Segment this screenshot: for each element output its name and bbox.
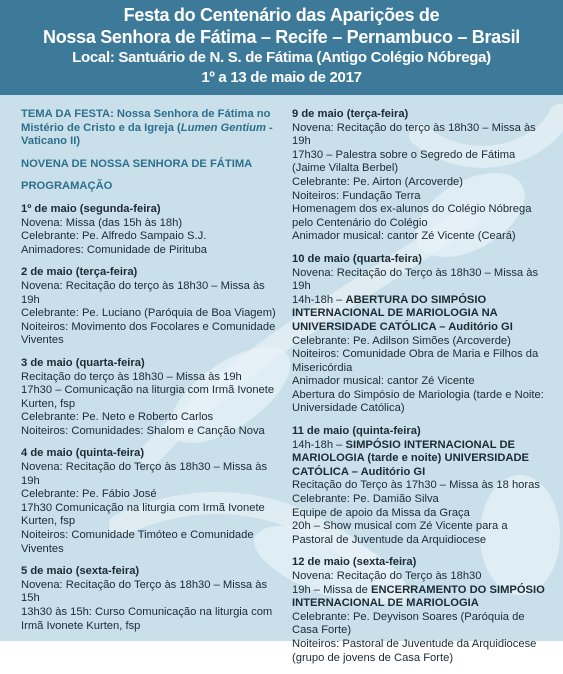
day-entry-9: 9 de maio (terça-feira) Novena: Recitação do terço às 18h30 – Missa às 19h 17h30 – Palestra sobre o Segredo de Fátima (Jaime Vilalta Berbel) Celebrante: Pe. Airton (Arcoverde) Noiteiros: Fundação Terra Homenagem dos ex-alunos do Colégio Nóbrega pelo Centenário do Colégio Animador musical: cantor Zé Vicente (Ceará) — [292, 108, 550, 244]
location-line: Local: Santuário de N. S. de Fátima (Antigo Colégio Nóbrega) — [72, 49, 491, 66]
day-entry-1: 1º de maio (segunda-feira) Novena: Missa (das 15h às 18h) Celebrante: Pe. Alfredo Sampaio S.J. Animadores: Comunidade de Pirituba — [21, 203, 283, 257]
day-entry-12: 12 de maio (sexta-feira) Novena: Recitação do Terço às 18h30 19h – Missa de ENCERRAMENTO DO SIMPÓSIO INTERNACIONAL DE MARIOLOGIA Celebrante: Pe. Deyvison Soares (Paróquia de Casa Forte) Noiteiros: Pastoral de Juventude da Arquidiocese (grupo de jovens de Casa Forte) — [292, 556, 550, 665]
page-header — [0, 0, 563, 95]
festival-title: Festa do Centenário das Aparições de — [123, 5, 440, 25]
day-title: 1º de maio (segunda-feira) — [21, 202, 161, 215]
day-entry-4: 4 de maio (quinta-feira) Novena: Recitação do Terço às 18h30 – Missa às 19h Celebrante: Pe. Fábio José 17h30 Comunicação na liturgia com Irmã Ivonete Kurten, fsp Noiteiros: Comunidade Timóteo e Comunidade Viventes — [21, 447, 283, 556]
day-entry-10: 10 de maio (quarta-feira) Novena: Recitação do Terço às 18h30 – Missa às 19h 14h-18h – ABERTURA DO SIMPÓSIO INTERNACIONAL DE MARIOLOGIA NA UNIVERSIDADE CATÓLICA – Auditório GI Celebrante: Pe. Adilson Simões (Arcoverde) Noiteiros: Comunidade Obra de Maria e Filhos da Misericórdia Animador musical: cantor Zé Vicente Abertura do Simpósio de Mariologia (tarde e Noite: Universidade Católica) — [292, 253, 550, 416]
day-title: 5 de maio (sexta-feira) — [21, 565, 140, 578]
day-entry-3: 3 de maio (quarta-feira) Recitação do terço às 18h30 – Missa às 19h 17h30 – Comunicação na liturgia com Irmã Ivonete Kurten, fsp Celebrante: Pe. Neto e Roberto Carlos Noiteiros: Comunidades: Shalom e Canção Nova — [21, 357, 283, 439]
festival-theme: TEMA DA FESTA: Nossa Senhora de Fátima no Mistério de Cristo e da Igreja (Lumen Gentium - Vaticano II) — [21, 108, 273, 148]
novena-title: NOVENA DE NOSSA SENHORA DE FÁTIMA — [21, 157, 253, 170]
festival-subtitle: Nossa Senhora de Fátima – Recife – Pernambuco – Brasil — [43, 27, 520, 47]
date-range: 1º a 13 de maio de 2017 — [201, 69, 362, 86]
right-column — [292, 108, 550, 674]
day-title: 11 de maio (quinta-feira) — [292, 425, 421, 438]
day-title: 3 de maio (quarta-feira) — [21, 356, 145, 369]
day-title: 2 de maio (terça-feira) — [21, 266, 138, 279]
program-body — [0, 95, 563, 664]
day-entry-2: 2 de maio (terça-feira) Novena: Recitação do terço às 18h30 – Missa às 19h Celebrante: Pe. Luciano (Paróquia de Boa Viagem) Noiteiros: Movimento dos Focolares e Comunidade Viventes — [21, 266, 283, 348]
day-entry-5: 5 de maio (sexta-feira) Novena: Recitação do Terço às 18h30 – Missa às 15h 13h30 às 15h: Curso Comunicação na liturgia com Irmã Ivonete Kurten, fsp — [21, 565, 283, 633]
left-column — [21, 108, 283, 642]
day-title: 9 de maio (terça-feira) — [292, 108, 409, 120]
programacao-heading: PROGRAMAÇÃO — [21, 180, 113, 193]
day-title: 4 de maio (quinta-feira) — [21, 447, 145, 460]
day-title: 10 de maio (quarta-feira) — [292, 252, 422, 265]
day-entry-11: 11 de maio (quinta-feira) 14h-18h – SIMPÓSIO INTERNACIONAL DE MARIOLOGIA (tarde e noite) UNIVERSIDADE CATÓLICA – Auditório GI Recitação do Terço às 17h30 – Missa às 18 horas Celebrante: Pe. Damião Silva Equipe de apoio da Missa da Graça 20h – Show musical com Zé Vicente para a Pastoral de Juventude da Arquidiocese — [292, 425, 550, 547]
day-title: 12 de maio (sexta-feira) — [292, 556, 417, 569]
